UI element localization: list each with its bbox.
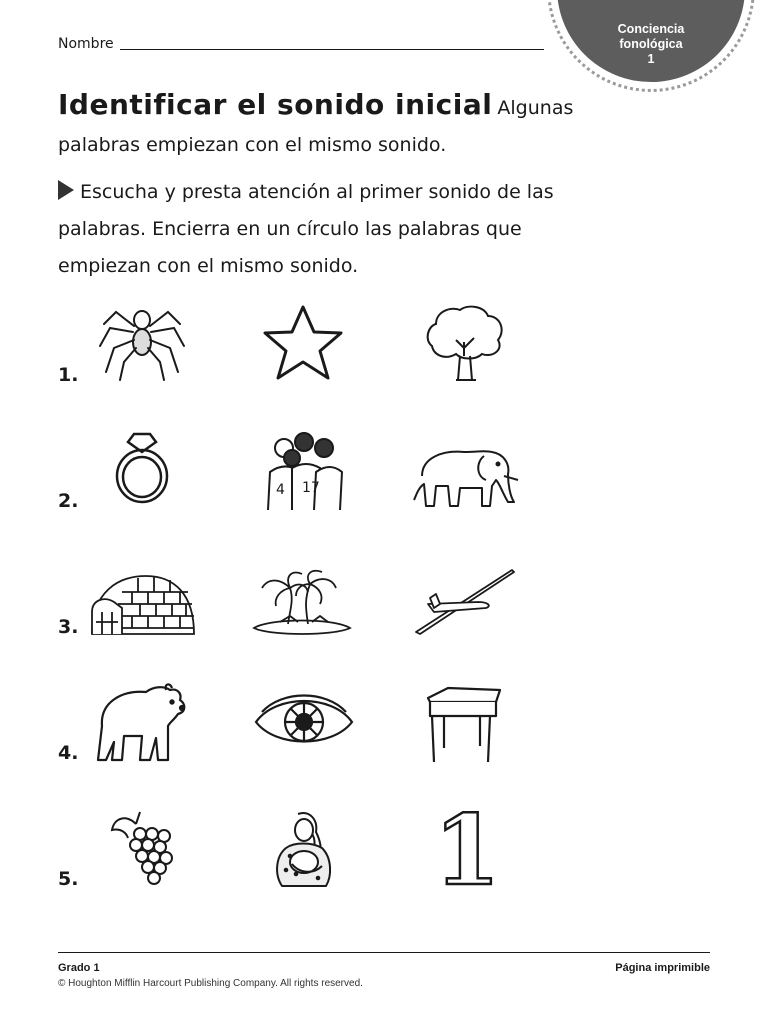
badge-line-2: fonológica bbox=[619, 37, 683, 51]
footer-grade: Grado 1 bbox=[58, 962, 100, 974]
footer-printable: Página imprimible bbox=[615, 962, 710, 974]
star-icon[interactable] bbox=[262, 304, 344, 382]
row-number-5: 5. bbox=[58, 868, 79, 890]
team-icon[interactable] bbox=[262, 432, 346, 512]
igloo-icon[interactable] bbox=[88, 572, 198, 638]
grapes-icon[interactable] bbox=[106, 810, 178, 886]
page-title: Identificar el sonido inicial bbox=[58, 88, 493, 121]
name-writing-line[interactable] bbox=[120, 49, 544, 50]
number-one-icon[interactable] bbox=[433, 794, 501, 907]
row-number-2: 2. bbox=[58, 490, 79, 512]
svg-text:4: 4 bbox=[276, 482, 285, 498]
number-one-glyph: 1 bbox=[433, 794, 501, 907]
glider-plane-icon[interactable] bbox=[412, 564, 518, 636]
ring-icon[interactable] bbox=[112, 430, 172, 504]
spider-icon[interactable] bbox=[96, 302, 188, 382]
row-number-1: 1. bbox=[58, 364, 79, 386]
row-number-3: 3. bbox=[58, 616, 79, 638]
desk-icon[interactable] bbox=[424, 684, 504, 764]
name-label: Nombre bbox=[58, 36, 114, 52]
tree-icon[interactable] bbox=[422, 302, 506, 384]
mother-baby-icon[interactable] bbox=[270, 808, 336, 890]
title-block bbox=[58, 88, 618, 164]
badge-number: 1 bbox=[647, 52, 655, 66]
island-icon[interactable] bbox=[250, 566, 354, 638]
svg-text:17: 17 bbox=[302, 480, 320, 496]
section-badge-text bbox=[557, 22, 745, 67]
instruction bbox=[58, 174, 598, 285]
badge-line-1: Conciencia bbox=[617, 22, 685, 36]
name-field[interactable] bbox=[58, 36, 544, 56]
instruction-text: Escucha y presta atención al primer sonido de las palabras. Encierra en un círculo las palabras que empiezan con el mismo sonido. bbox=[58, 181, 554, 277]
intro-text: Algunas palabras empiezan con el mismo sonido. bbox=[58, 97, 574, 156]
row-number-4: 4. bbox=[58, 742, 79, 764]
bear-icon[interactable] bbox=[94, 680, 190, 764]
footer-copyright: © Houghton Mifflin Harcourt Publishing Company. All rights reserved. bbox=[58, 978, 363, 989]
footer-divider bbox=[58, 952, 710, 953]
eye-icon[interactable] bbox=[252, 692, 356, 750]
elephant-icon[interactable] bbox=[412, 440, 520, 510]
play-triangle-icon bbox=[58, 180, 74, 200]
